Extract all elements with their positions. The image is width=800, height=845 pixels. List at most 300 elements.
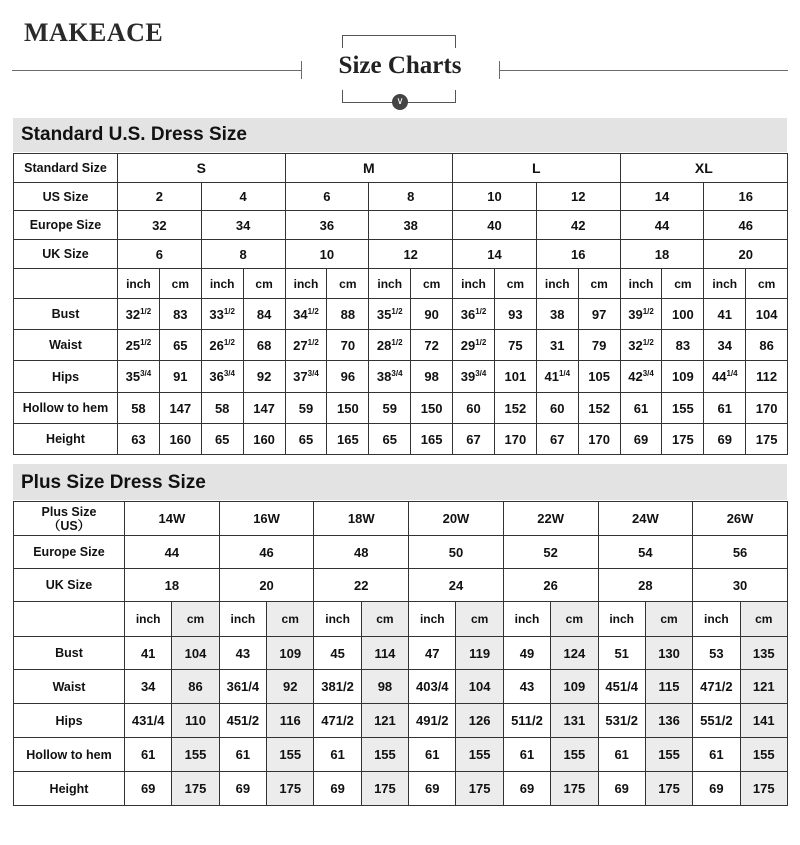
inch-value (536, 330, 578, 361)
unit-inch: inch (125, 602, 172, 637)
inch-fraction: 1/2 (642, 337, 654, 347)
inch-value: 381/2 (314, 670, 361, 704)
cm-value: 92 (267, 670, 314, 704)
table-row (14, 154, 788, 183)
cm-value: 175 (551, 772, 598, 806)
unit-inch: inch (314, 602, 361, 637)
inch-value (369, 393, 411, 424)
cm-value: 155 (740, 738, 787, 772)
inch-fraction: 1/2 (223, 306, 235, 316)
unit-inch: inch (409, 602, 456, 637)
table-row (14, 637, 788, 670)
row-label: Europe Size (14, 211, 118, 240)
row-label: Height (14, 772, 125, 806)
cm-value: 155 (361, 738, 408, 772)
table-row (14, 424, 788, 455)
inch-value (704, 361, 746, 393)
size-value: 32 (118, 211, 202, 240)
inch-whole: 34 (717, 337, 732, 353)
inch-value: 51 (598, 637, 645, 670)
inch-value (118, 393, 160, 424)
inch-whole: 42 (628, 369, 643, 384)
inch-value: 61 (503, 738, 550, 772)
inch-value: 361/4 (219, 670, 266, 704)
unit-inch: inch (536, 269, 578, 299)
cm-value: 83 (662, 330, 704, 361)
inch-value: 431/4 (125, 704, 172, 738)
cm-value: 101 (494, 361, 536, 393)
size-group-header: 14W (125, 502, 220, 536)
inch-fraction: 1/4 (726, 369, 738, 378)
row-label: Bust (14, 637, 125, 670)
chevron-down-icon: ∨ (392, 94, 408, 110)
inch-value: 34 (125, 670, 172, 704)
size-value: 30 (693, 569, 788, 602)
inch-value: 69 (314, 772, 361, 806)
inch-value (704, 330, 746, 361)
size-group-header: S (118, 154, 286, 183)
size-value: 12 (536, 183, 620, 211)
cm-value: 170 (578, 424, 620, 455)
size-value: 4 (201, 183, 285, 211)
size-value: 36 (285, 211, 369, 240)
cm-value: 83 (159, 299, 201, 330)
inch-value (453, 393, 495, 424)
inch-value (201, 424, 243, 455)
inch-value: 69 (693, 772, 740, 806)
cm-value: 175 (662, 424, 704, 455)
row-label: Bust (14, 299, 118, 330)
inch-whole: 59 (298, 400, 314, 416)
unit-inch: inch (453, 269, 495, 299)
inch-whole: 63 (131, 431, 146, 447)
cm-value: 155 (172, 738, 219, 772)
cm-value: 155 (267, 738, 314, 772)
size-value: 28 (598, 569, 693, 602)
size-group-header: XL (620, 154, 788, 183)
table-row (14, 240, 788, 269)
inch-value: 61 (314, 738, 361, 772)
unit-cm: cm (327, 269, 369, 299)
cm-value: 68 (243, 330, 285, 361)
table-row (14, 330, 788, 361)
inch-whole: 69 (633, 431, 649, 447)
cm-value: 150 (327, 393, 369, 424)
row-label: Hollow to hem (14, 393, 118, 424)
size-group-header: L (453, 154, 621, 183)
unit-cm: cm (645, 602, 692, 637)
table-row (14, 602, 788, 637)
size-value: 14 (620, 183, 704, 211)
inch-value (201, 299, 243, 330)
cm-value: 121 (361, 704, 408, 738)
inch-value (620, 361, 662, 393)
inch-value (285, 424, 327, 455)
cm-value: 170 (746, 393, 788, 424)
inch-whole: 34 (293, 306, 308, 322)
inch-fraction: 1/2 (642, 306, 654, 316)
cm-value: 92 (243, 361, 285, 393)
cm-value: 175 (746, 424, 788, 455)
unit-inch: inch (285, 269, 327, 299)
cm-value: 175 (645, 772, 692, 806)
cm-value: 165 (411, 424, 453, 455)
inch-fraction: 1/2 (475, 306, 487, 316)
table-row (14, 393, 788, 424)
inch-fraction: 1/2 (307, 337, 319, 347)
size-value: 8 (369, 183, 453, 211)
row-label: Height (14, 424, 118, 455)
size-value: 18 (125, 569, 220, 602)
size-group-header: 22W (503, 502, 598, 536)
cm-value: 104 (172, 637, 219, 670)
inch-value: 531/2 (598, 704, 645, 738)
inch-whole: 35 (125, 369, 141, 384)
unit-cm: cm (361, 602, 408, 637)
row-label: Waist (14, 330, 118, 361)
inch-value (704, 299, 746, 330)
plus-size-table (13, 501, 788, 806)
cm-value: 175 (740, 772, 787, 806)
unit-cm: cm (662, 269, 704, 299)
inch-value (369, 330, 411, 361)
size-value: 20 (704, 240, 788, 269)
inch-fraction: 1/2 (391, 337, 403, 347)
cm-value: 86 (746, 330, 788, 361)
inch-fraction: 1/2 (223, 337, 235, 347)
inch-fraction: 1/2 (475, 337, 487, 347)
row-label: Hips (14, 361, 118, 393)
cm-value: 141 (740, 704, 787, 738)
inch-fraction: 1/2 (140, 306, 152, 316)
inch-value (118, 330, 160, 361)
size-value: 54 (598, 536, 693, 569)
inch-value (285, 361, 327, 393)
row-label: Europe Size (14, 536, 125, 569)
unit-inch: inch (693, 602, 740, 637)
inch-whole: 41 (544, 369, 559, 384)
cm-value: 100 (662, 299, 704, 330)
inch-value: 551/2 (693, 704, 740, 738)
inch-value (704, 393, 746, 424)
inch-value: 451/4 (598, 670, 645, 704)
size-value: 16 (704, 183, 788, 211)
inch-whole: 67 (550, 431, 565, 447)
size-value: 44 (125, 536, 220, 569)
size-value: 22 (314, 569, 409, 602)
table-row (14, 569, 788, 602)
size-value: 10 (285, 240, 369, 269)
inch-whole: 58 (131, 400, 146, 416)
table-row (14, 361, 788, 393)
inch-value: 69 (503, 772, 550, 806)
inch-whole: 59 (382, 400, 397, 416)
cm-value: 65 (159, 330, 201, 361)
unit-cm: cm (551, 602, 598, 637)
inch-fraction: 1/2 (391, 306, 403, 316)
divider-tick-right (499, 61, 500, 79)
size-value: 40 (453, 211, 537, 240)
inch-whole: 27 (293, 337, 308, 353)
inch-value: 69 (125, 772, 172, 806)
size-value: 48 (314, 536, 409, 569)
cm-value: 160 (243, 424, 285, 455)
cm-value: 96 (327, 361, 369, 393)
cm-value: 131 (551, 704, 598, 738)
cm-value: 124 (551, 637, 598, 670)
size-value: 46 (704, 211, 788, 240)
cm-value: 109 (551, 670, 598, 704)
inch-value: 45 (314, 637, 361, 670)
size-value: 56 (693, 536, 788, 569)
cm-value: 155 (662, 393, 704, 424)
inch-value (620, 299, 662, 330)
inch-whole: 31 (550, 337, 565, 353)
row-label: Standard Size (14, 154, 118, 183)
inch-value (453, 424, 495, 455)
cm-value: 155 (551, 738, 598, 772)
inch-whole: 44 (711, 369, 727, 384)
cm-value: 165 (327, 424, 369, 455)
cm-value: 147 (243, 393, 285, 424)
row-label (14, 502, 125, 536)
unit-inch: inch (503, 602, 550, 637)
inch-whole: 29 (460, 337, 476, 353)
cm-value: 152 (578, 393, 620, 424)
inch-value: 403/4 (409, 670, 456, 704)
inch-whole: 39 (460, 369, 476, 384)
cm-value: 79 (578, 330, 620, 361)
row-label: Hips (14, 704, 125, 738)
table-row (14, 738, 788, 772)
cm-value: 91 (159, 361, 201, 393)
inch-value (118, 361, 160, 393)
inch-whole: 37 (293, 369, 308, 384)
cm-value: 121 (740, 670, 787, 704)
inch-value (453, 299, 495, 330)
unit-cm: cm (578, 269, 620, 299)
blank-cell (14, 602, 125, 637)
inch-value (369, 424, 411, 455)
inch-value (453, 330, 495, 361)
standard-section-title: Standard U.S. Dress Size (13, 118, 787, 152)
cm-value: 98 (411, 361, 453, 393)
divider-right (500, 70, 788, 71)
cm-value: 110 (172, 704, 219, 738)
cm-value: 155 (456, 738, 503, 772)
size-value: 16 (536, 240, 620, 269)
cm-value: 104 (746, 299, 788, 330)
inch-whole: 26 (209, 337, 224, 353)
cm-value: 97 (578, 299, 620, 330)
cm-value: 88 (327, 299, 369, 330)
inch-whole: 28 (376, 337, 392, 353)
size-value: 42 (536, 211, 620, 240)
inch-value: 451/2 (219, 704, 266, 738)
cm-value: 72 (411, 330, 453, 361)
unit-cm: cm (746, 269, 788, 299)
unit-inch: inch (219, 602, 266, 637)
inch-whole: 65 (298, 431, 314, 447)
unit-cm: cm (494, 269, 536, 299)
inch-whole: 39 (628, 306, 643, 322)
inch-value (285, 393, 327, 424)
cm-value: 112 (746, 361, 788, 393)
table-row (14, 183, 788, 211)
cm-value: 119 (456, 637, 503, 670)
cm-value: 70 (327, 330, 369, 361)
inch-value: 61 (125, 738, 172, 772)
size-value: 6 (118, 240, 202, 269)
unit-cm: cm (456, 602, 503, 637)
plus-section-title: Plus Size Dress Size (13, 464, 787, 500)
unit-inch: inch (704, 269, 746, 299)
inch-whole: 67 (466, 431, 481, 447)
inch-fraction: 3/4 (391, 369, 403, 378)
inch-fraction: 3/4 (140, 369, 152, 378)
inch-fraction: 1/4 (558, 369, 571, 378)
cm-value: 135 (740, 637, 787, 670)
row-label: UK Size (14, 240, 118, 269)
size-value: 52 (503, 536, 598, 569)
inch-value: 471/2 (693, 670, 740, 704)
size-value: 44 (620, 211, 704, 240)
cm-value: 90 (411, 299, 453, 330)
cm-value: 155 (645, 738, 692, 772)
inch-value: 471/2 (314, 704, 361, 738)
size-value: 38 (369, 211, 453, 240)
size-value: 10 (453, 183, 537, 211)
inch-value: 47 (409, 637, 456, 670)
cm-value: 86 (172, 670, 219, 704)
cm-value: 105 (578, 361, 620, 393)
table-row (14, 704, 788, 738)
inch-whole: 65 (382, 431, 397, 447)
inch-value: 511/2 (503, 704, 550, 738)
row-label: UK Size (14, 569, 125, 602)
inch-fraction: 3/4 (223, 369, 235, 378)
size-value: 14 (453, 240, 537, 269)
inch-value: 69 (598, 772, 645, 806)
cm-value: 109 (662, 361, 704, 393)
inch-value: 69 (409, 772, 456, 806)
divider-left (12, 70, 301, 71)
size-value: 46 (219, 536, 314, 569)
cm-value: 175 (172, 772, 219, 806)
blank-cell (14, 269, 118, 299)
inch-value: 43 (503, 670, 550, 704)
inch-fraction: 3/4 (307, 369, 319, 378)
inch-value: 53 (693, 637, 740, 670)
cm-value: 170 (494, 424, 536, 455)
inch-value (453, 361, 495, 393)
unit-inch: inch (620, 269, 662, 299)
cm-value: 104 (456, 670, 503, 704)
inch-value (369, 361, 411, 393)
inch-value: 61 (693, 738, 740, 772)
cm-value: 150 (411, 393, 453, 424)
size-group-header: 24W (598, 502, 693, 536)
size-group-header: 20W (409, 502, 504, 536)
inch-whole: 35 (376, 306, 392, 322)
inch-whole: 38 (550, 306, 565, 322)
inch-value: 41 (125, 637, 172, 670)
row-label: Waist (14, 670, 125, 704)
unit-inch: inch (201, 269, 243, 299)
cm-value: 175 (267, 772, 314, 806)
cm-value: 109 (267, 637, 314, 670)
cm-value: 98 (361, 670, 408, 704)
inch-value (285, 330, 327, 361)
unit-inch: inch (118, 269, 160, 299)
inch-value: 61 (219, 738, 266, 772)
inch-value: 69 (219, 772, 266, 806)
inch-value (536, 299, 578, 330)
cm-value: 93 (494, 299, 536, 330)
size-value: 18 (620, 240, 704, 269)
inch-value (536, 393, 578, 424)
inch-value (620, 424, 662, 455)
cm-value: 136 (645, 704, 692, 738)
brand-logo: MAKEACE (24, 18, 164, 47)
inch-whole: 69 (717, 431, 732, 447)
plus-size-sub: （US） (47, 518, 91, 533)
size-group-header: 16W (219, 502, 314, 536)
cm-value: 160 (159, 424, 201, 455)
table-row (14, 502, 788, 536)
table-row (14, 772, 788, 806)
inch-value: 61 (598, 738, 645, 772)
size-group-header: 18W (314, 502, 409, 536)
inch-fraction: 3/4 (642, 369, 654, 378)
size-value: 26 (503, 569, 598, 602)
unit-inch: inch (598, 602, 645, 637)
cm-value: 84 (243, 299, 285, 330)
inch-value (704, 424, 746, 455)
row-label: Hollow to hem (14, 738, 125, 772)
inch-value: 491/2 (409, 704, 456, 738)
inch-fraction: 3/4 (475, 369, 487, 378)
unit-inch: inch (369, 269, 411, 299)
inch-whole: 58 (214, 400, 230, 416)
cm-value: 126 (456, 704, 503, 738)
inch-value (536, 424, 578, 455)
table-row (14, 211, 788, 240)
standard-size-table (13, 153, 788, 455)
size-group-header: M (285, 154, 453, 183)
inch-value: 43 (219, 637, 266, 670)
table-row (14, 299, 788, 330)
inch-value (201, 361, 243, 393)
inch-whole: 36 (209, 369, 224, 384)
size-value: 6 (285, 183, 369, 211)
inch-whole: 25 (125, 337, 141, 353)
size-value: 50 (409, 536, 504, 569)
size-group-header: 26W (693, 502, 788, 536)
page-title: Size Charts (310, 52, 490, 80)
plus-size-label: Plus Size (41, 504, 97, 519)
inch-value (620, 393, 662, 424)
inch-whole: 60 (550, 400, 565, 416)
cm-value: 147 (159, 393, 201, 424)
row-label: US Size (14, 183, 118, 211)
cm-value: 115 (645, 670, 692, 704)
inch-value (201, 393, 243, 424)
inch-value (201, 330, 243, 361)
inch-fraction: 1/2 (307, 306, 319, 316)
cm-value: 75 (494, 330, 536, 361)
inch-whole: 32 (628, 337, 643, 353)
